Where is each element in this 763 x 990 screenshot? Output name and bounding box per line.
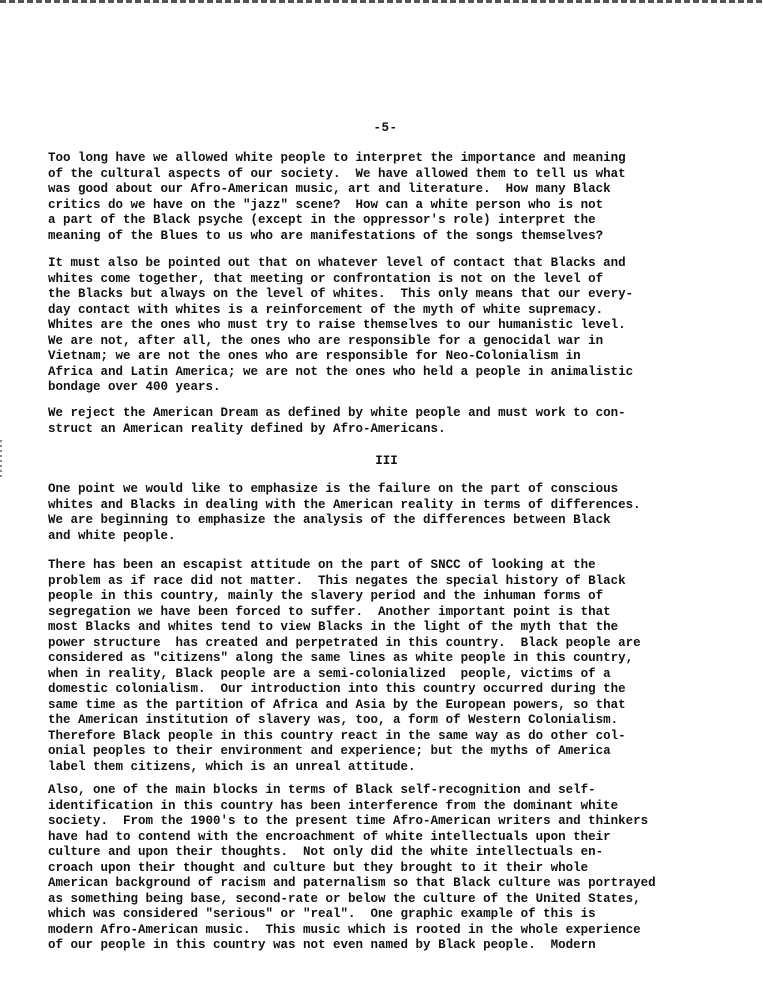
paragraph-line: of our people in this country was not even named by Black people. Modern bbox=[48, 938, 596, 952]
paragraph-line: Therefore Black people in this country react in the same way as do other col- bbox=[48, 728, 626, 743]
paragraph-line: identification in this country has been interference from the dominant white bbox=[48, 798, 619, 813]
paragraph-line: Also, one of the main blocks in terms of Black self-recognition and self- bbox=[48, 783, 596, 797]
paragraph-line: One point we would like to emphasize is the failure on the part of conscious bbox=[48, 482, 619, 496]
paragraph-line: same time as the partition of Africa and Asia by the European powers, so that bbox=[48, 697, 626, 712]
paragraph-line: There has been an escapist attitude on the part of SNCC of looking at the bbox=[48, 558, 596, 572]
paragraph-line: society. From the 1900's to the present time Afro-American writers and thinkers bbox=[48, 814, 649, 828]
paragraph-2 bbox=[48, 256, 633, 396]
paragraph-line: onial peoples to their environment and experience; but the myths of America bbox=[48, 744, 611, 758]
paragraph-line: segregation we have been forced to suffer. Another important point is that bbox=[48, 604, 611, 619]
paragraph-line: when in reality, Black people are a semi-colonialized people, victims of a bbox=[48, 666, 611, 681]
paragraph-line: as something being base, second-rate or below the culture of the United States, bbox=[48, 891, 641, 906]
paragraph-line: meaning of the Blues to us who are manifestations of the songs themselves? bbox=[48, 228, 604, 243]
paragraph-1 bbox=[48, 151, 626, 244]
paragraph-5 bbox=[48, 558, 641, 775]
paragraph-line: croach upon their thought and culture but they brought to it their whole bbox=[48, 860, 589, 875]
paragraph-line: of the cultural aspects of our society. We have allowed them to tell us what bbox=[48, 166, 626, 181]
paragraph-line: It must also be pointed out that on whatever level of contact that Blacks and bbox=[48, 256, 626, 270]
top-scan-rule bbox=[0, 0, 763, 3]
paragraph-line: struct an American reality defined by Afro-Americans. bbox=[48, 421, 446, 436]
paragraph-4 bbox=[48, 482, 641, 544]
paragraph-line: modern Afro-American music. This music which is rooted in the whole experience bbox=[48, 922, 641, 937]
paragraph-line: the Blacks but always on the level of whites. This only means that our every- bbox=[48, 287, 634, 301]
paragraph-line: a part of the Black psyche (except in the oppressor's role) interpret the bbox=[48, 213, 596, 227]
paragraph-3 bbox=[48, 406, 626, 437]
paragraph-line: day contact with whites is a reinforcement of the myth of white supremacy. bbox=[48, 302, 604, 317]
paragraph-line: Africa and Latin America; we are not the ones who held a people in animalistic bbox=[48, 364, 634, 379]
paragraph-line: problem as if race did not matter. This negates the special history of Black bbox=[48, 573, 626, 588]
paragraph-line: the American institution of slavery was, too, a form of Western Colonialism. bbox=[48, 713, 619, 727]
section-heading: III bbox=[375, 454, 398, 468]
paragraph-line: We are not, after all, the ones who are responsible for a genocidal war in bbox=[48, 333, 604, 348]
page-number: -5- bbox=[373, 121, 398, 135]
paragraph-line: most Blacks and whites tend to view Blacks in the light of the myth that the bbox=[48, 620, 619, 634]
paragraph-line: which was considered "serious" or "real". One graphic example of this is bbox=[48, 907, 596, 921]
paragraph-line: culture and upon their thoughts. Not only did the white intellectuals en- bbox=[48, 845, 604, 859]
paragraph-line: label them citizens, which is an unreal attitude. bbox=[48, 759, 416, 774]
paragraph-line: We are beginning to emphasize the analysis of the differences between Black bbox=[48, 513, 611, 527]
paragraph-line: have had to contend with the encroachment of white intellectuals upon their bbox=[48, 829, 611, 844]
paragraph-line: whites and Blacks in dealing with the American reality in terms of differences. bbox=[48, 497, 641, 512]
paragraph-line: people in this country, mainly the slavery period and the inhuman forms of bbox=[48, 589, 604, 603]
paragraph-line: was good about our Afro-American music, art and literature. How many Black bbox=[48, 182, 611, 196]
paragraph-line: and white people. bbox=[48, 528, 176, 543]
paragraph-line: American background of racism and paternalism so that Black culture was portrayed bbox=[48, 876, 656, 890]
paragraph-line: Whites are the ones who must try to raise themselves to our humanistic level. bbox=[48, 318, 626, 332]
paragraph-line: whites come together, that meeting or confrontation is not on the level of bbox=[48, 271, 604, 286]
paragraph-line: Too long have we allowed white people to interpret the importance and meaning bbox=[48, 151, 626, 165]
paragraph-line: Vietnam; we are not the ones who are responsible for Neo-Colonialism in bbox=[48, 349, 581, 363]
paragraph-line: critics do we have on the "jazz" scene? How can a white person who is not bbox=[48, 197, 604, 212]
paragraph-line: considered as "citizens" along the same lines as white people in this country, bbox=[48, 651, 634, 665]
paragraph-line: domestic colonialism. Our introduction into this country occurred during the bbox=[48, 682, 626, 696]
paragraph-6 bbox=[48, 783, 656, 954]
paragraph-line: We reject the American Dream as defined by white people and must work to con- bbox=[48, 406, 626, 420]
paragraph-line: power structure has created and perpetrated in this country. Black people are bbox=[48, 635, 641, 650]
paragraph-line: bondage over 400 years. bbox=[48, 380, 221, 394]
